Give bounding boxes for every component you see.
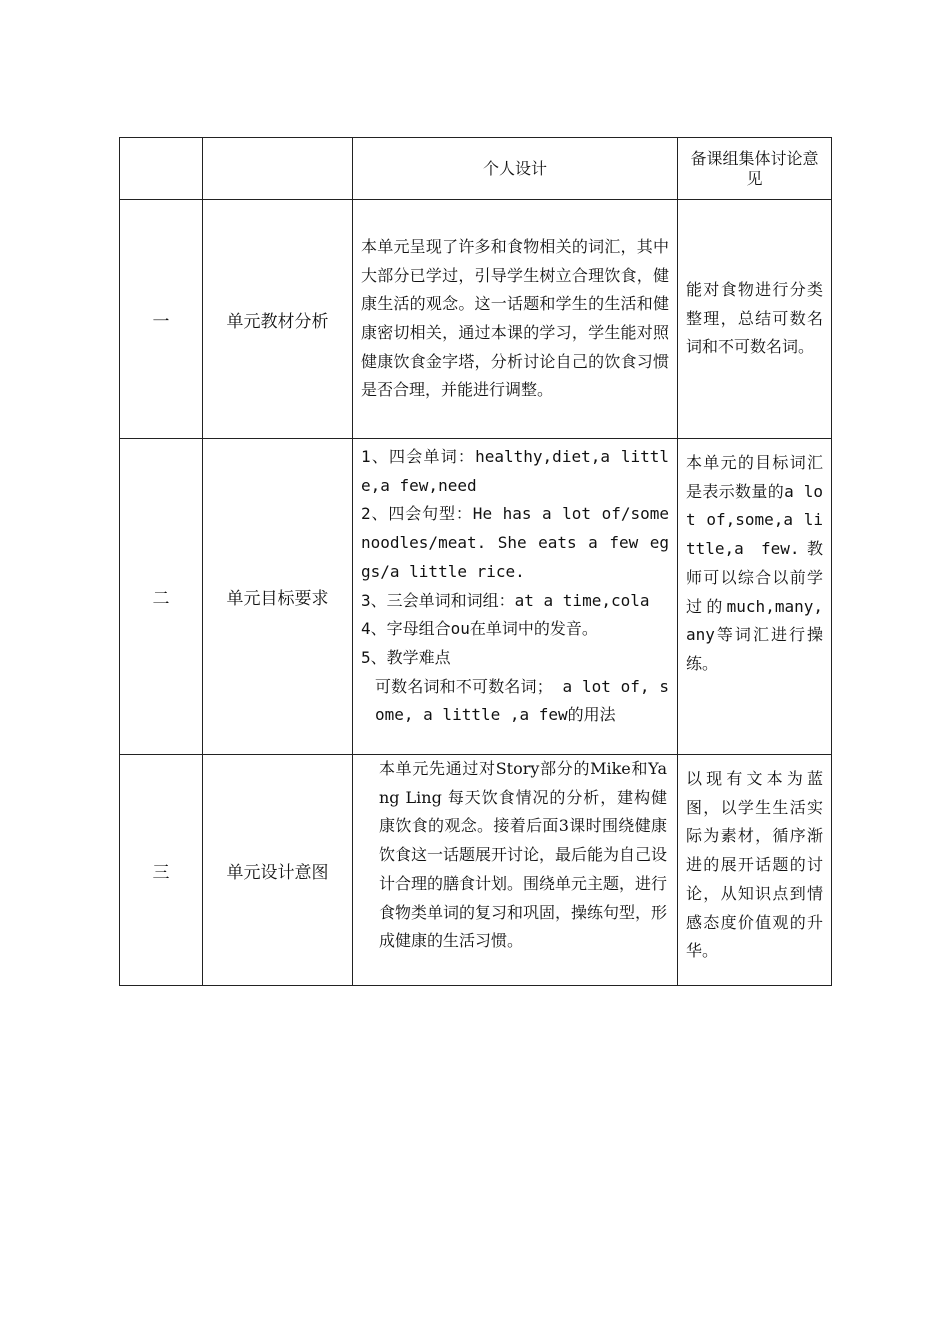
design-paragraph: 可数名词和不可数名词； a lot of, some, a little ,a few的用法 [375, 676, 669, 725]
row-title: 单元目标要求 [203, 439, 353, 755]
discuss-text: 以现有文本为蓝图，以学生生活实际为素材，循序渐进的展开话题的讨论，从知识点到情感态度价值观的升华。 [686, 769, 823, 961]
design-cell [353, 200, 678, 439]
table-row [120, 200, 832, 439]
design-paragraph: 1、四会单词：healthy,diet,a little,a few,need [361, 447, 669, 495]
design-paragraph: 2、四会句型：He has a lot of/some noodles/meat. She eats a few eggs/a little rice. [361, 504, 669, 581]
design-text [353, 755, 677, 956]
row-number: 三 [120, 755, 203, 986]
design-paragraph: 5、教学难点 [361, 647, 451, 667]
discuss-text: 本单元的目标词汇是表示数量的a lot of,some,a little,a few.教师可以综合以前学过的much,many,any等词汇进行操练。 [686, 453, 823, 673]
row-number: 二 [120, 439, 203, 755]
design-paragraph: 本单元先通过对Story部分的Mike和Yang Ling 每天饮食情况的分析，建构健康饮食的观念。接着后面3课时围绕健康饮食这一话题展开讨论，最后能为自己设计合理的膳食计划。围绕单元主题，进行食物类单词的复习和巩固，操练句型，形成健康的生活习惯。 [379, 759, 668, 951]
discuss-cell [678, 439, 832, 755]
header-name-cell [203, 138, 353, 200]
table-header-row [120, 138, 832, 200]
discuss-text: 能对食物进行分类整理，总结可数名词和不可数名词。 [686, 279, 823, 357]
design-paragraph: 本单元呈现了许多和食物相关的词汇，其中大部分已学过，引导学生树立合理饮食，健康生活的观念。这一话题和学生的生活和健康密切相关，通过本课的学习，学生能对照健康饮食金字塔，分析讨论自己的饮食习惯是否合理，并能进行调整。 [361, 236, 669, 400]
discuss-cell [678, 200, 832, 439]
row-number: 一 [120, 200, 203, 439]
design-text [353, 233, 677, 405]
design-cell [353, 439, 678, 755]
design-text [353, 439, 677, 730]
table-row [120, 755, 832, 986]
row-title: 单元设计意图 [203, 755, 353, 986]
discuss-cell [678, 755, 832, 986]
unit-plan-table [119, 137, 832, 986]
header-discuss-cell [678, 138, 832, 200]
header-num-cell [120, 138, 203, 200]
design-paragraph: 3、三会单词和词组：at a time,cola [361, 590, 650, 610]
design-paragraph: 4、字母组合ou在单词中的发音。 [361, 619, 598, 639]
table-row [120, 439, 832, 755]
header-discuss-label: 备课组集体讨论意见 [690, 148, 819, 188]
header-design-label: 个人设计 [482, 158, 547, 178]
row-title: 单元教材分析 [203, 200, 353, 439]
design-cell [353, 755, 678, 986]
header-design-cell [353, 138, 678, 200]
